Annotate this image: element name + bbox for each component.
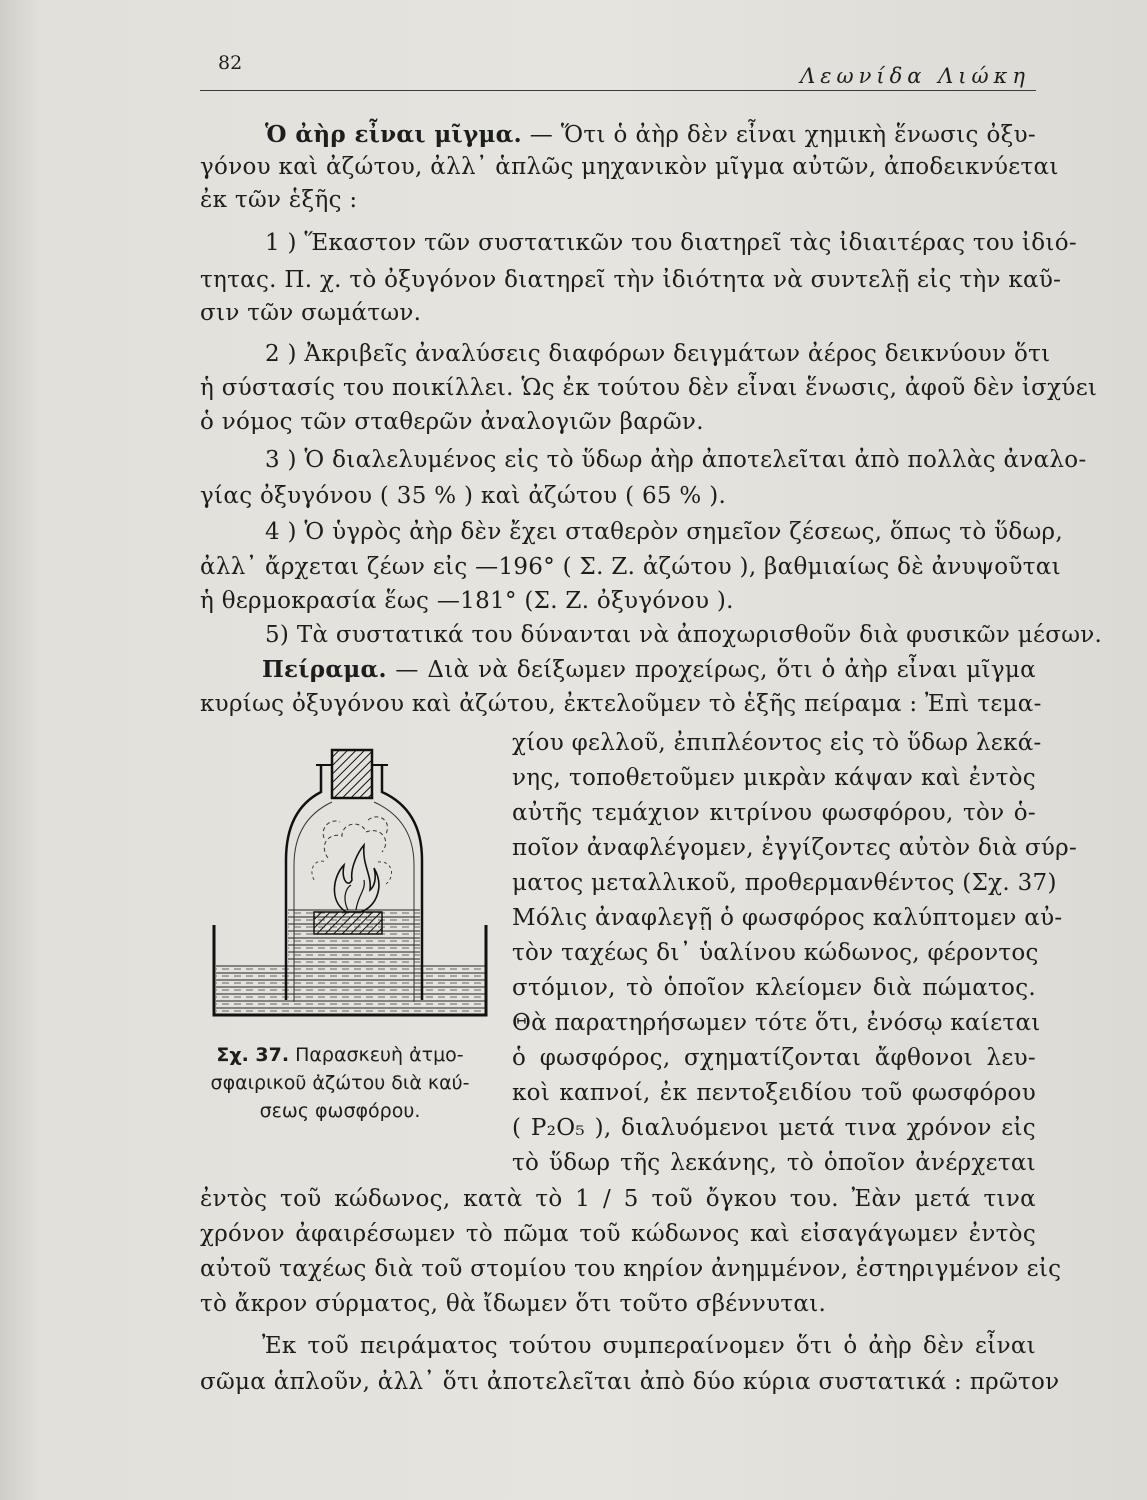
running-head: Λεωνίδα Λιώκη [800,64,1030,88]
cork-float [314,912,382,934]
text-line: σῶμα ἁπλοῦν, ἀλλ᾿ ὅτι ἀποτελεῖται ἀπὸ δύο κύρια συστατικά : πρῶτον [200,1369,1060,1395]
text-line: ἐκ τῶν ἑξῆς : [200,187,358,213]
smoke [323,817,387,858]
page-header [200,50,1036,91]
text-line: Πείραμα. — Διὰ νὰ δείξωμεν προχείρως, ὅτι ὁ ἀὴρ εἶναι μῖγμα [262,656,1036,683]
text-line: γόνου καὶ ἀζώτου, ἀλλ᾿ ἁπλῶς μηχανικὸν μῖγμα αὐτῶν, ἀποδεικνύεται [200,154,1059,180]
text-line: 5) Τὰ συστατικά του δύνανται νὰ ἀποχωρισθοῦν διὰ φυσικῶν μέσων. [265,622,1103,648]
text-line: αὐτοῦ ταχέως διὰ τοῦ στομίου του κηρίον ἀνημμένον, ἐστηριγμένον εἰς [200,1256,1062,1282]
text-line: 2 ) Ἀκριβεῖς ἀναλύσεις διαφόρων δειγμάτων ἀέρος δεικνύουν ὅτι [265,341,1051,367]
text-line: χίου φελλοῦ, ἐπιπλέοντος εἰς τὸ ὕδωρ λεκά- [512,730,1042,756]
text-line: τὸν ταχέως δι᾿ ὑαλίνου κώδωνος, φέροντος [512,940,1039,966]
text-line: 1 ) Ἕκαστον τῶν συστατικῶν του διατηρεῖ τὰς ἰδιαιτέρας του ἰδιό- [265,230,1077,256]
text-line: αὐτῆς τεμάχιον κιτρίνου φωσφόρου, τὸν ὁ- [512,800,1036,826]
text-line: Ὁ ἀὴρ εἶναι μῖγμα. — Ὅτι ὁ ἀὴρ δὲν εἶναι χημικὴ ἕνωσις ὀξυ- [265,121,1036,148]
text-line: Μόλις ἀναφλεγῇ ὁ φωσφόρος καλύπτομεν αὐ- [512,905,1063,931]
text-line: Θὰ παρατηρήσωμεν τότε ὅτι, ἐνόσῳ καίεται [512,1010,1041,1036]
text-line: ὁ φωσφόρος, σχηματίζονται ἄφθονοι λευ- [512,1045,1036,1071]
text-line: σιν τῶν σωμάτων. [200,300,422,326]
text-line: στόμιον, τὸ ὁποῖον κλείομεν διὰ πώματος. [512,975,1036,1001]
text-line: Ἐκ τοῦ πειράματος τούτου συμπεραίνομεν ὅτι ὁ ἀὴρ δὲν εἶναι [262,1333,1036,1359]
bell-jar-illustration [196,740,496,1040]
text-line: ἡ σύστασίς του ποικίλλει. Ὡς ἐκ τούτου δὲν εἶναι ἕνωσις, ἀφοῦ δὲν ἰσχύει [200,375,1098,401]
text-line: ἀλλ᾿ ἄρχεται ζέων εἰς —196° ( Σ. Ζ. ἀζώτου ), βαθμιαίως δὲ ἀνυψοῦται [200,554,1061,580]
text-line: ματος μεταλλικοῦ, προθερμανθέντος (Σχ. 37) [512,870,1057,896]
text-line: χρόνον ἀφαιρέσωμεν τὸ πῶμα τοῦ κώδωνος καὶ εἰσαγάγωμεν ἐντὸς [200,1221,1036,1247]
text-line: κοὶ καπνοί, ἐκ πεντοξειδίου τοῦ φωσφόρου [512,1080,1036,1106]
text-line: ἡ θερμοκρασία ἕως —181° (Σ. Ζ. ὀξυγόνου ). [200,588,734,614]
text-line: γίας ὀξυγόνου ( 35 % ) καὶ ἀζώτου ( 65 % ). [200,483,727,509]
figure-caption-line3: σεως φωσφόρου. [259,1100,421,1122]
text-line: τητας. Π. χ. τὸ ὀξυγόνον διατηρεῖ τὴν ἰδιότητα νὰ συντελῇ εἰς τὴν καῦ- [200,267,1062,293]
text-line: νης, τοποθετοῦμεν μικρὰν κάψαν καὶ ἐντὸς [512,765,1036,791]
figure-caption-line2: σφαιρικοῦ ἀζώτου διὰ καύ- [210,1072,470,1094]
text-line: 3 ) Ὁ διαλελυμένος εἰς τὸ ὕδωρ ἀὴρ ἀποτελεῖται ἀπὸ πολλὰς ἀναλο- [265,447,1087,473]
text-line: ὁ νόμος τῶν σταθερῶν ἀναλογιῶν βαρῶν. [200,409,704,435]
text-line: τὸ ὕδωρ τῆς λεκάνης, τὸ ὁποῖον ἀνέρχεται [512,1150,1036,1176]
text-line: ποῖον ἀναφλέγομεν, ἐγγίζοντες αὐτὸν διὰ σύρ- [512,835,1078,861]
page-number: 82 [218,52,243,74]
text-line: κυρίως ὀξυγόνου καὶ ἀζώτου, ἐκτελοῦμεν τὸ ἑξῆς πείραμα : Ἐπὶ τεμα- [200,691,1042,717]
text-line: ἐντὸς τοῦ κώδωνος, κατὰ τὸ 1 / 5 τοῦ ὄγκου του. Ἐὰν μετά τινα [200,1186,1036,1212]
phosphorus-flame [334,845,378,912]
text-line: 4 ) Ὁ ὑγρὸς ἀὴρ δὲν ἔχει σταθερὸν σημεῖον ζέσεως, ὅπως τὸ ὕδωρ, [265,519,1063,545]
stopper [332,750,372,798]
basin-water [216,965,486,1015]
text-line: ( P₂O₅ ), διαλυόμενοι μετά τινα χρόνον εἰς [512,1115,1036,1141]
figure-caption-line1: Σχ. 37. Παρασκευὴ ἀτμο- [216,1044,464,1066]
text-line: τὸ ἄκρον σύρματος, θὰ ἴδωμεν ὅτι τοῦτο σβέννυται. [200,1291,827,1317]
